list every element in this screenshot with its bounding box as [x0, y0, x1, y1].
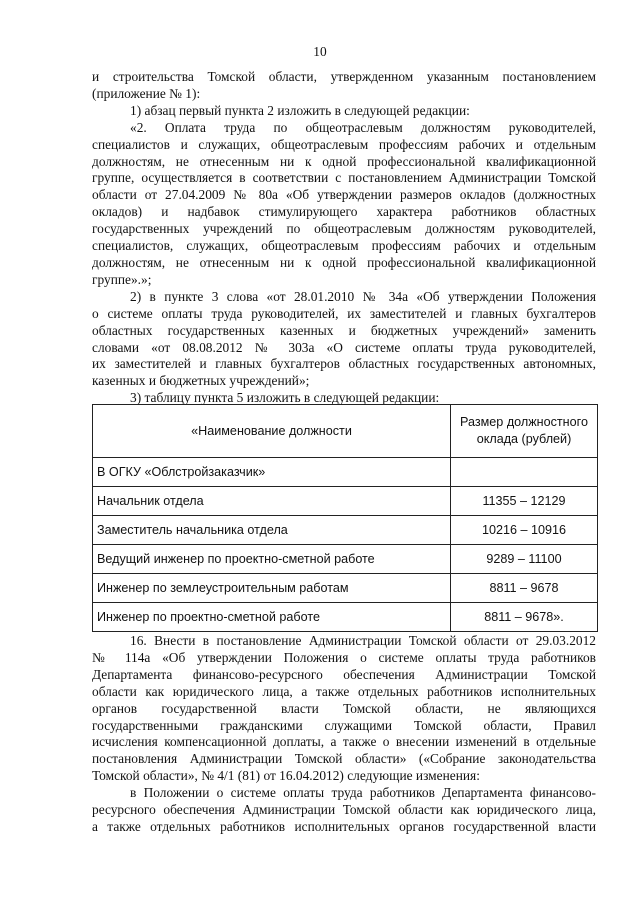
header-position: «Наименование должности — [93, 405, 451, 458]
salary-cell: 8811 – 9678». — [451, 603, 598, 632]
page-number: 10 — [313, 44, 327, 59]
salary-cell — [451, 458, 598, 487]
text-line: 2) в пункте 3 слова «от 28.01.2010 № 34а «Об утверждении Положения — [130, 288, 596, 304]
text-line: «2. Оплата труда по общеотраслевым должностям руководителей, — [130, 119, 596, 135]
salary-table — [92, 404, 598, 632]
text-line: областных государственных казенных и бюджетных учреждений» заменить — [92, 322, 596, 338]
text-line: и строительства Томской области, утвержденном указанным постановлением — [92, 69, 596, 84]
table-row — [93, 487, 598, 516]
table-row — [93, 603, 598, 632]
text-line: а также отдельных работников исполнительных органов государственной власти — [92, 818, 596, 834]
text-line: Департамента финансово-ресурсного обеспечения Администрации Томской — [92, 666, 596, 682]
salary-cell: 9289 – 11100 — [451, 545, 598, 574]
header-salary: Размер должностного оклада (рублей) — [451, 405, 598, 458]
text-block-upper — [92, 69, 596, 407]
text-line: в Положении о системе оплаты труда работников Департамента финансово- — [130, 785, 596, 801]
position-cell: Инженер по землеустроительным работам — [93, 574, 451, 603]
text-line: группе, осуществляется в соответствии с постановлением Администрации Томской — [92, 170, 596, 186]
text-line: их заместителей и главных бухгалтеров областных государственных автономных, — [92, 356, 596, 372]
text-line: 3) таблицу пункта 5 изложить в следующей редакции: — [130, 390, 440, 406]
table-row — [93, 516, 598, 545]
table-row — [93, 458, 598, 487]
text-line: № 114а «Об утверждении Положения о системе оплаты труда работников — [92, 649, 596, 665]
text-line: государственных учреждений по общеотраслевым должностям руководителей, — [92, 221, 596, 237]
table-header-row — [93, 405, 598, 458]
text-line: о системе оплаты труда руководителей, их заместителей и главных бухгалтеров — [92, 305, 596, 321]
text-line: постановления Администрации Томской области» («Собрание законодательства — [92, 751, 596, 767]
text-line: области как юридического лица, а также отдельных работников исполнительных — [92, 683, 596, 699]
position-cell: Ведущий инженер по проектно-сметной работе — [93, 545, 451, 574]
text-line: должностям, не отнесенным ни к одной профессиональной квалификационной — [92, 254, 596, 270]
text-line: должностям, не отнесенным ни к одной профессиональной квалификационной — [92, 153, 596, 169]
text-line: Томской области», № 4/1 (81) от 16.04.2012) следующие изменения: — [92, 768, 480, 784]
text-block-lower — [92, 633, 596, 836]
text-line: 16. Внести в постановление Администрации Томской области от 29.03.2012 — [130, 633, 596, 648]
text-line: специалистов и служащих, общеотраслевым профессиям рабочих и отдельным — [92, 136, 596, 152]
table-row — [93, 545, 598, 574]
salary-cell: 11355 – 12129 — [451, 487, 598, 516]
salary-cell: 10216 – 10916 — [451, 516, 598, 545]
table-row — [93, 574, 598, 603]
text-line: окладов) и надбавок стимулирующего характера работников областных — [92, 204, 596, 220]
text-line: государственными гражданскими служащими Томской области, Правил — [92, 717, 596, 733]
text-line: специалистов, служащих, общеотраслевым профессиям рабочих и отдельным — [92, 238, 596, 254]
position-cell: В ОГКУ «Облстройзаказчик» — [93, 458, 451, 487]
text-line: исчисления компенсационной доплаты, а также о внесении изменений в отдельные — [92, 734, 596, 750]
text-line: 1) абзац первый пункта 2 изложить в следующей редакции: — [130, 102, 470, 118]
text-line: органов государственной власти Томской области, не являющихся — [92, 700, 596, 716]
position-cell: Инженер по проектно-сметной работе — [93, 603, 451, 632]
text-line: области от 27.04.2009 № 80а «Об утверждении размеров окладов (должностных — [92, 187, 596, 203]
text-line: (приложение № 1): — [92, 85, 201, 101]
text-line: словами «от 08.08.2012 № 303а «О системе оплаты труда руководителей, — [92, 339, 596, 355]
position-cell: Заместитель начальника отдела — [93, 516, 451, 545]
position-cell: Начальник отдела — [93, 487, 451, 516]
salary-table-body — [93, 405, 598, 632]
text-line: ресурсного обеспечения Администрации Томской области как юридического лица, — [92, 802, 596, 818]
salary-cell: 8811 – 9678 — [451, 574, 598, 603]
text-line: казенных и бюджетных учреждений»; — [92, 373, 310, 389]
text-line: группе».»; — [92, 271, 152, 287]
